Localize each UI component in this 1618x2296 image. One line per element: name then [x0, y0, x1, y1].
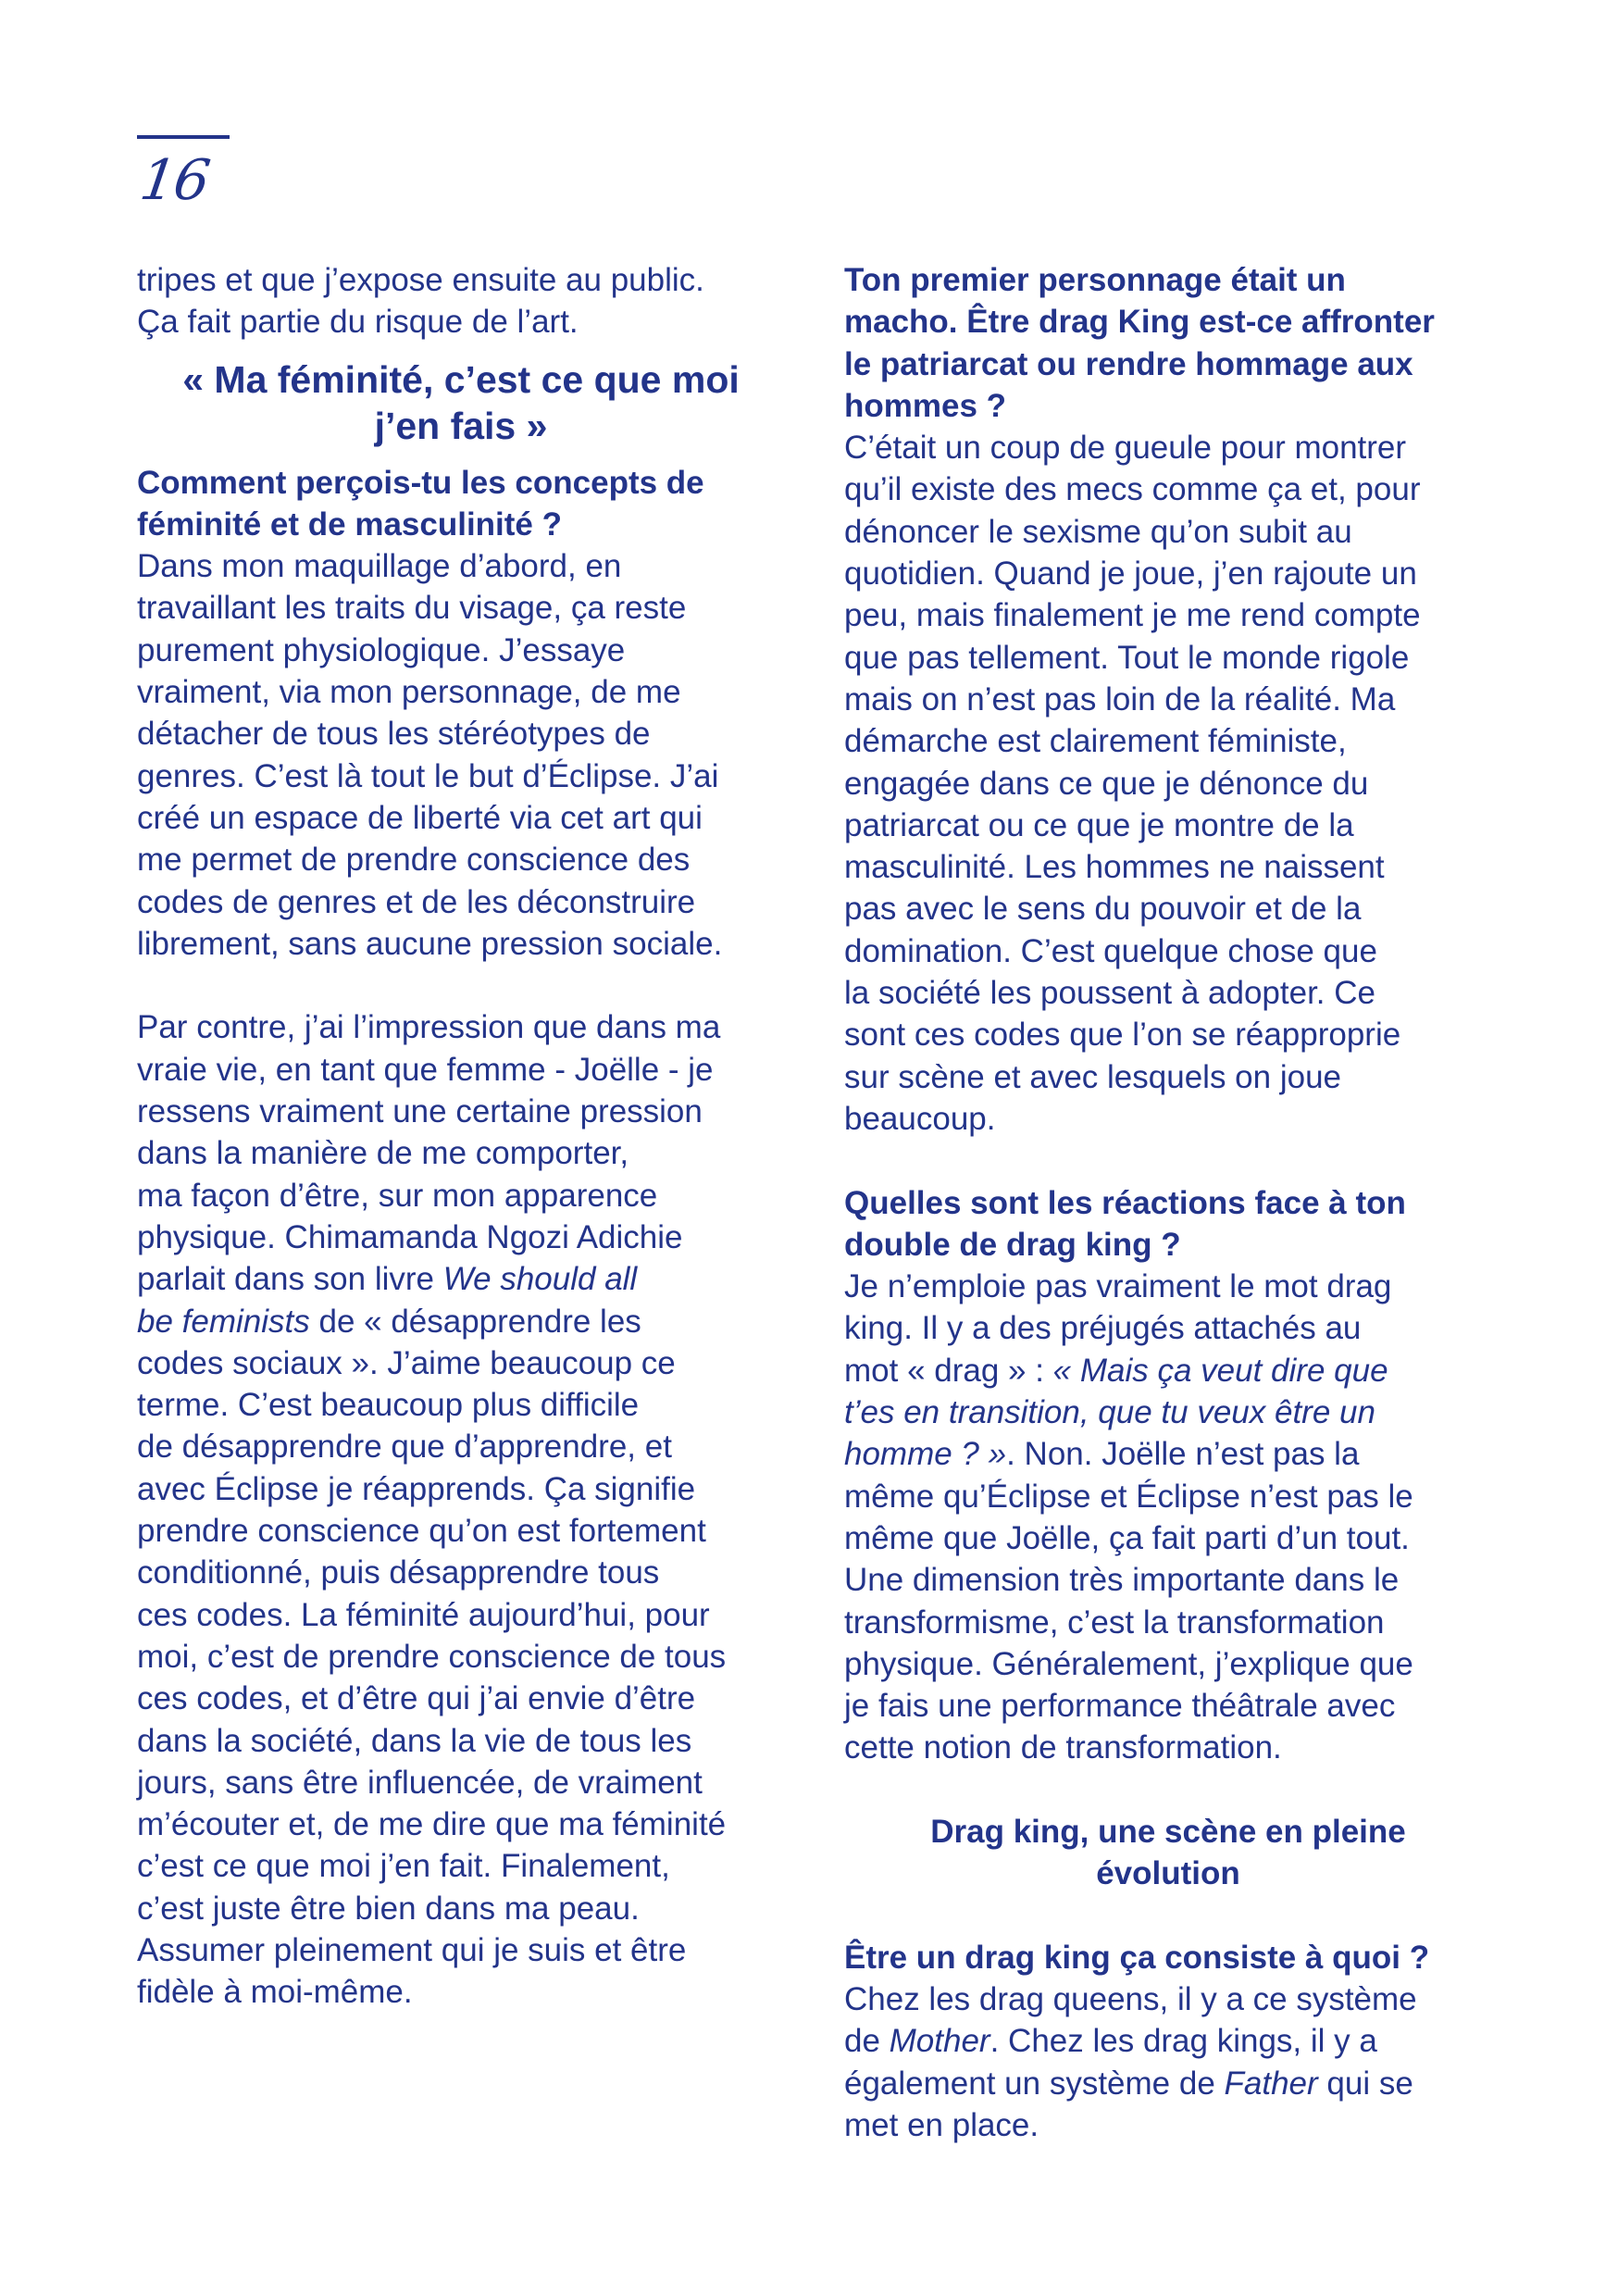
answer-line: king. Il y a des préjugés attachés au — [844, 1310, 1362, 1347]
answer-line: beaucoup. — [844, 1100, 996, 1137]
answer-line: créé un espace de liberté via cet art qui — [137, 799, 703, 836]
book-title: be feminists — [137, 1303, 310, 1340]
answer-line: engagée dans ce que je dénonce du — [844, 765, 1369, 802]
answer-line — [137, 1301, 785, 1342]
answer-line: dans la manière de me comporter, — [137, 1135, 629, 1172]
paragraph-gap — [844, 1140, 1492, 1181]
answer-line: de désapprendre que d’apprendre, et — [137, 1429, 672, 1466]
answer-line: codes de genres et de les déconstruire — [137, 883, 696, 920]
text-run: mot « drag » : — [844, 1352, 1053, 1389]
answer-line: la société les poussent à adopter. Ce — [844, 975, 1375, 1012]
question-line: le patriarcat ou rendre hommage aux — [844, 345, 1413, 382]
answer-line: transformisme, c’est la transformation — [844, 1603, 1385, 1641]
answer-line: c’est juste être bien dans ma peau. — [137, 1890, 640, 1927]
answer-line: vraie vie, en tant que femme - Joëlle - je — [137, 1051, 714, 1088]
answer-line: c’est ce que moi j’en fait. Finalement, — [137, 1848, 670, 1885]
answer-line: sont ces codes que l’on se réapproprie — [844, 1017, 1401, 1054]
text-run: parlait dans son livre — [137, 1261, 443, 1298]
answer-line — [844, 1391, 1492, 1433]
left-column — [137, 259, 785, 2014]
question-line: Être un drag king ça consiste à quoi ? — [844, 1939, 1430, 1976]
right-column — [844, 259, 1492, 2146]
heading-line: j’en fais » — [374, 404, 548, 447]
answer-line: genres. C’est là tout le but d’Éclipse. J’ai — [137, 757, 719, 794]
answer-line: moi, c’est de prendre conscience de tous — [137, 1638, 727, 1675]
answer-line: masculinité. Les hommes ne naissent — [844, 849, 1385, 886]
quote-run: homme ? » — [844, 1436, 1007, 1473]
paragraph-gap — [137, 965, 785, 1006]
answer-line: Assumer pleinement qui je suis et être — [137, 1931, 687, 1968]
question-line: Comment perçois-tu les concepts de — [137, 464, 704, 501]
answer-line: librement, sans aucune pression sociale. — [137, 925, 723, 962]
answer-line — [844, 2020, 1492, 2062]
answer-line: prendre conscience qu’on est fortement — [137, 1513, 706, 1550]
answer-line: cette notion de transformation. — [844, 1729, 1282, 1766]
heading-line: évolution — [1096, 1855, 1240, 1892]
question-line: double de drag king ? — [844, 1226, 1181, 1263]
answer-line: terme. C’est beaucoup plus difficile — [137, 1387, 640, 1424]
text-run: qui se — [1317, 2065, 1413, 2102]
answer-line: même que Joëlle, ça fait parti d’un tout. — [844, 1519, 1410, 1556]
answer-line: dans la société, dans la vie de tous les — [137, 1722, 692, 1759]
page-number: 16 — [136, 148, 213, 213]
answer-line: pas avec le sens du pouvoir et de la — [844, 891, 1362, 928]
text-run: de — [844, 2023, 890, 2060]
answer-line: met en place. — [844, 2107, 1039, 2144]
question-line: féminité et de masculinité ? — [137, 505, 562, 543]
answer-line: même qu’Éclipse et Éclipse n’est pas le — [844, 1478, 1413, 1515]
answer-line — [844, 1350, 1492, 1391]
answer-line: jours, sans être influencée, de vraiment — [137, 1764, 703, 1801]
question-line: Quelles sont les réactions face à ton — [844, 1184, 1406, 1221]
answer-line: Chez les drag queens, il y a ce système — [844, 1981, 1417, 2018]
intro-line: Ça fait partie du risque de l’art. — [137, 304, 579, 341]
answer-line: ces codes. La féminité aujourd’hui, pour — [137, 1596, 710, 1633]
answer-line: ma façon d’être, sur mon apparence — [137, 1177, 658, 1214]
answer-line: patriarcat ou ce que je montre de la — [844, 806, 1354, 843]
answer-line: Je n’emploie pas vraiment le mot drag — [844, 1268, 1392, 1305]
answer-line: Dans mon maquillage d’abord, en — [137, 548, 622, 585]
answer-line: C’était un coup de gueule pour montrer — [844, 430, 1407, 467]
answer-line: m’écouter et, de me dire que ma féminité — [137, 1806, 727, 1843]
paragraph-gap — [844, 1895, 1492, 1937]
answer-line: mais on n’est pas loin de la réalité. Ma — [844, 680, 1396, 718]
text-run: également un système de — [844, 2065, 1225, 2102]
answer-line — [137, 1258, 785, 1300]
text-run: . Non. Joëlle n’est pas la — [1006, 1436, 1360, 1473]
answer-line: Une dimension très importante dans le — [844, 1562, 1400, 1599]
answer-line: quotidien. Quand je joue, j’en rajoute un — [844, 555, 1417, 593]
answer-line: travaillant les traits du visage, ça reste — [137, 590, 687, 627]
text-run: . Chez les drag kings, il y a — [989, 2023, 1377, 2060]
answer-line: peu, mais finalement je me rend compte — [844, 597, 1421, 634]
heading-line: « Ma féminité, c’est ce que moi — [182, 357, 740, 401]
answer-line: codes sociaux ». J’aime beaucoup ce — [137, 1344, 676, 1381]
answer-line: physique. Généralement, j’explique que — [844, 1645, 1413, 1682]
intro-line: tripes et que j’expose ensuite au public. — [137, 262, 704, 298]
answer-line — [844, 2063, 1492, 2104]
page-number-rule — [137, 135, 230, 139]
quote-run: « Mais ça veut dire que — [1052, 1352, 1388, 1389]
paragraph-gap — [844, 1769, 1492, 1811]
question-line: macho. Être drag King est-ce affronter — [844, 304, 1435, 341]
term-run: Father — [1224, 2065, 1318, 2102]
question-line: hommes ? — [844, 387, 1007, 424]
answer-line: qu’il existe des mecs comme ça et, pour — [844, 471, 1421, 508]
section-heading-feminite — [137, 343, 785, 462]
answer-line: ressens vraiment une certaine pression — [137, 1093, 703, 1130]
term-run: Mother — [889, 2023, 990, 2060]
answer-line: purement physiologique. J’essaye — [137, 631, 626, 668]
answer-line: domination. C’est quelque chose que — [844, 932, 1377, 969]
answer-line: conditionné, puis désapprendre tous — [137, 1554, 660, 1591]
answer-line: fidèle à moi-même. — [137, 1974, 413, 2011]
answer-line: démarche est clairement féministe, — [844, 723, 1347, 760]
answer-line: je fais une performance théâtrale avec — [844, 1688, 1396, 1725]
question-line: Ton premier personnage était un — [844, 262, 1346, 298]
answer-line: Par contre, j’ai l’impression que dans ma — [137, 1009, 721, 1046]
answer-line: détacher de tous les stéréotypes de — [137, 716, 651, 753]
answer-line: avec Éclipse je réapprends. Ça signifie — [137, 1470, 696, 1507]
section-heading-drag-king — [844, 1811, 1492, 1895]
quote-run: t’es en transition, que tu veux être un — [844, 1394, 1375, 1431]
answer-line: sur scène et avec lesquels on joue — [844, 1058, 1341, 1095]
text-run: de « désapprendre les — [309, 1303, 641, 1340]
answer-line — [844, 1433, 1492, 1475]
book-title: We should all — [442, 1261, 638, 1298]
answer-line: ces codes, et d’être qui j’ai envie d’être — [137, 1680, 696, 1717]
answer-line: vraiment, via mon personnage, de me — [137, 674, 681, 711]
answer-line: me permet de prendre conscience des — [137, 842, 691, 879]
heading-line: Drag king, une scène en pleine — [930, 1813, 1406, 1850]
answer-line: dénoncer le sexisme qu’on subit au — [844, 513, 1352, 550]
answer-line: physique. Chimamanda Ngozi Adichie — [137, 1218, 683, 1255]
answer-line: que pas tellement. Tout le monde rigole — [844, 639, 1410, 676]
